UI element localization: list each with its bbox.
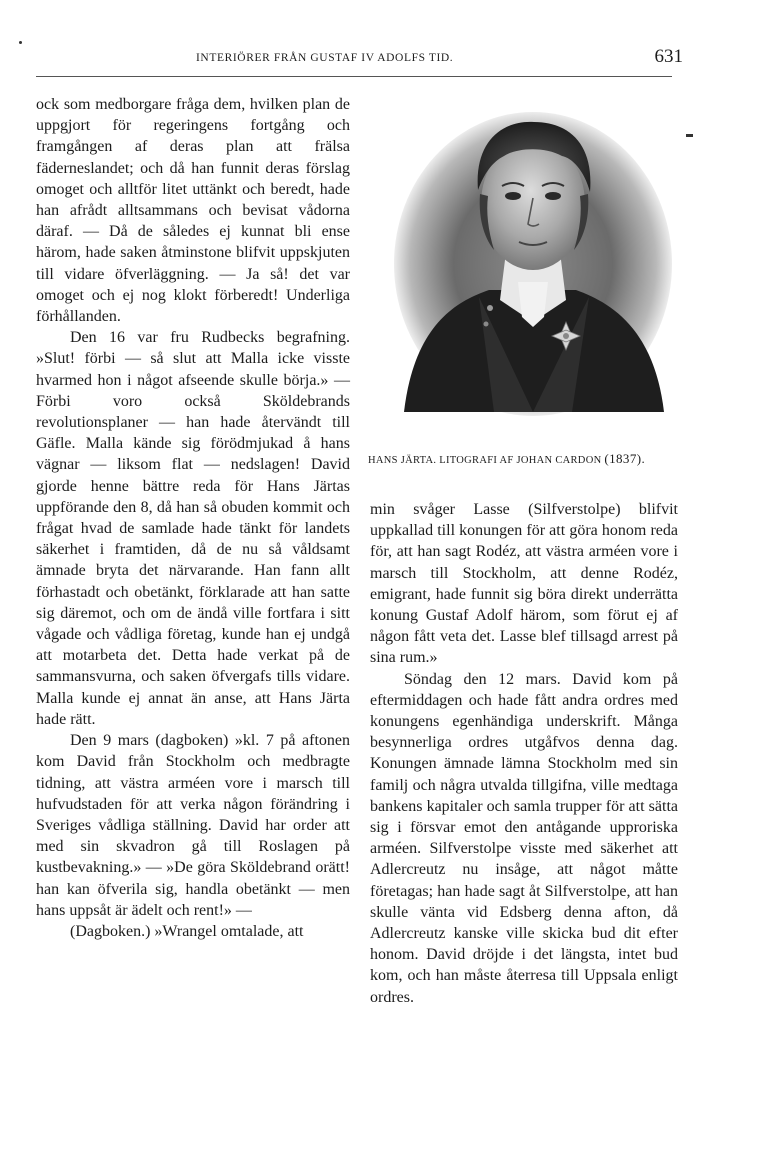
paragraph: ock som medborgare fråga dem, hvilken plan de uppgjort för regeringens fortgång och framgången af deras plan att frälsa fäderneslandet; och då han funnit deras förslag omoget och alltför litet uttänkt och beredt, hade han afrådt alltsammans och bevisat vådorna däraf. — Då de således ej kunnat bli ense härom, hade saken åtminstone blifvit uppskjuten till vidare öfverläggning. — Ja så! det var omoget och ej nog klokt förberedt! Underliga förhållanden. — [36, 96, 350, 326]
running-head: INTERIÖRER FRÅN GUSTAF IV ADOLFS TID. — [196, 52, 454, 64]
paragraph: Den 9 mars (dagboken) »kl. 7 på aftonen kom David från Stockholm och medbragte tidning, att västra arméen vore i marsch till hufvudstaden för att verka någon förändring i Sveriges vådliga ställning. David har order att med sin skvadron gå till Roslagen på kustbevakning.» — »De göra Sköldebrand orätt! han kan öfverila sig, handla obetänkt — men hans uppsåt är ädelt och rent!» — — [36, 732, 350, 919]
left-column — [36, 94, 350, 942]
margin-dash — [686, 134, 693, 137]
paragraph: Söndag den 12 mars. David kom på eftermiddagen och hade fått andra ordres med konungens egenhändiga underskrift. Många besynnerliga ordres utgåfvos denna dag. Konungen ämnade lämna Stockholm med sin familj och några utvalda tillgifna, ville medtaga bankens kapitaler och samla trupper för att sätta sig i försvar emot den antågande upproriska arméen. Silfverstolpe visste med säkerhet att Adlercreutz nu insåge, att något måtte företagas; han hade sagt åt Silfverstolpe, att han skulle vänta vid Edsberg denna afton, då Adlercreutz kanske ville skicka bud dit efter honom. David dröjde i det längsta, intet bud kom, och han måste återresa till Uppsala enligt ordres. — [370, 670, 678, 1006]
page-header — [36, 46, 683, 72]
figure-caption — [368, 451, 688, 467]
paragraph: Den 16 var fru Rudbecks begrafning. »Slut! förbi — så slut att Malla icke visste hvarmed hon i något afseende skulle börja.» — Förbi voro också Sköldebrands revolutionsplaner — han hade återvändt till Gäfle. Malla kände sig förödmjukad å hans vägnar — liksom flat — nedslagen! David gjorde henne bättre reda för Hans Järtas uppförande den 8, då han så obuden kommit och frågat hvad de samlade hade tänkt för landets säkerhet i framtiden, då de nu så våldsamt ämnade bryta det närvarande. Han fann allt förhastadt och obetänkt, förklarade att han satte sig däremot, och om de ändå ville fortfara i sitt vågade och vådliga företag, kunde han ej undgå att motarbeta det. Detta hade verkat på de sammansvurna, och saken öfvergafs tills vidare. Malla kunde ej annat än anse, att Hans Järta hade rätt. — [36, 329, 350, 728]
right-column — [370, 499, 678, 1008]
caption-text: HANS JÄRTA. LITOGRAFI AF JOHAN CARDON — [368, 455, 602, 466]
portrait-lithograph — [394, 112, 672, 420]
page-number: 631 — [654, 46, 683, 67]
stray-mark — [19, 41, 22, 44]
header-rule — [36, 76, 672, 77]
paragraph: (Dagboken.) »Wrangel omtalade, att — [70, 922, 304, 940]
paragraph: min svåger Lasse (Silfverstolpe) blifvit uppkallad till konungen för att göra honom reda för, att han sagt Rodéz, att västra arméen vore i marsch till Stockholm, att denne Rodéz, emigrant, hade funnit sig böra direkt underrätta konung Gustaf Adolf härom, som förut ej af någon fått veta det. Lasse blef tillsagd arrest på sina rum.» — [370, 501, 678, 667]
caption-year: (1837). — [604, 451, 646, 466]
